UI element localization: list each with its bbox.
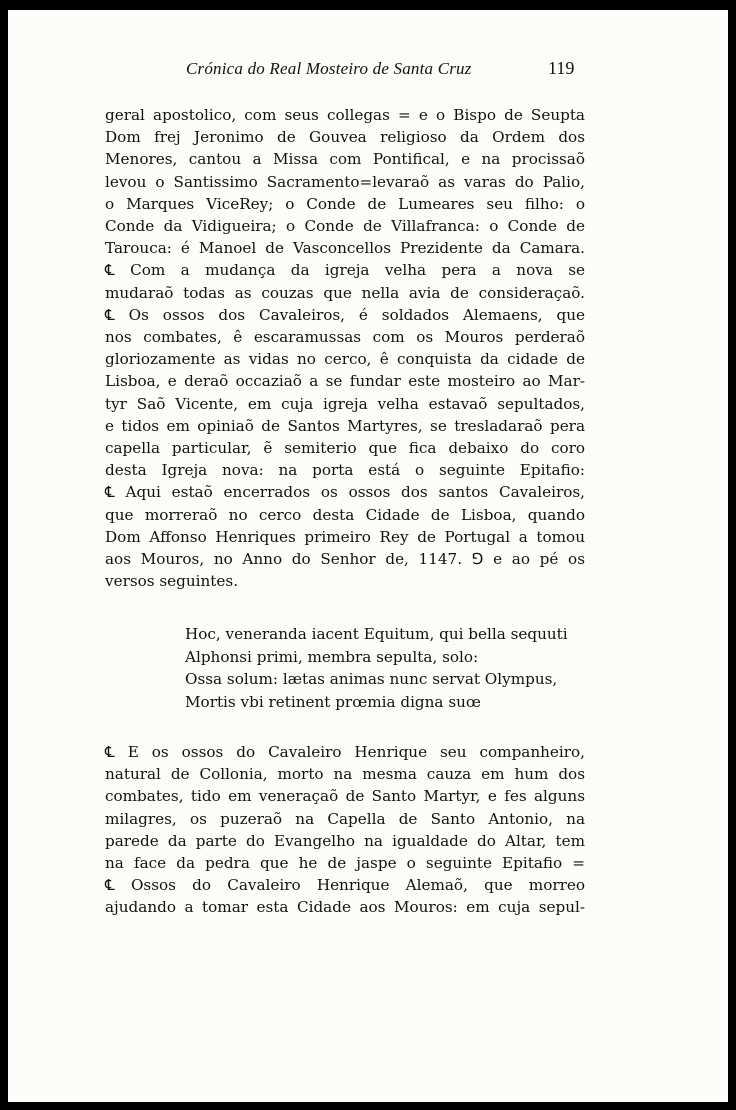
text-line: combates, tido em veneraçaõ de Santo Martyr, e fes alguns: [105, 787, 585, 806]
text-line: o Marques ViceRey; o Conde de Lumeares seu filho: o: [105, 194, 585, 213]
paragraph-start-line: ℄ Aqui estaõ encerrados os ossos dos santos Cavaleiros,: [105, 483, 585, 502]
text-line: Lisboa, e deraõ occaziaõ a se fundar este mosteiro ao Mar-: [105, 372, 585, 391]
text-line: versos seguintes.: [105, 572, 239, 591]
text-line: tyr Saõ Vicente, em cuja igreja velha estavaõ sepultados,: [105, 394, 585, 413]
text-line: natural de Collonia, morto na mesma cauza em hum dos: [105, 765, 585, 784]
text-line: Conde da Vidigueira; o Conde de Villafranca: o Conde de: [105, 217, 585, 236]
latin-epitaph-verse: [185, 623, 605, 713]
text-line: desta Igreja nova: na porta está o seguinte Epitafio:: [105, 461, 585, 480]
body-text-block-1: [105, 104, 585, 592]
text-line: mudaraõ todas as couzas que nella avia de consideraçaõ.: [105, 283, 585, 302]
text-line: e tidos em opiniaõ de Santos Martyres, se tresladaraõ pera: [105, 416, 585, 435]
text-line: Tarouca: é Manoel de Vasconcellos Prezidente da Camara.: [105, 239, 585, 258]
text-line: ajudando a tomar esta Cidade aos Mouros: em cuja sepul-: [105, 898, 585, 917]
text-line: capella particular, ẽ semiterio que fica debaixo do coro: [105, 439, 585, 458]
text-line: que morreraõ no cerco desta Cidade de Lisboa, quando: [105, 505, 585, 524]
text-line: levou o Santissimo Sacramento=levaraõ as varas do Palio,: [105, 172, 585, 191]
text-line: nos combates, ê escaramussas com os Mouros perderaõ: [105, 328, 585, 347]
text-line: gloriozamente as vidas no cerco, ê conquista da cidade de: [105, 350, 585, 369]
book-page: [8, 10, 728, 1102]
text-line: aos Mouros, no Anno do Senhor de, 1147. ⅁ e ao pé os: [105, 550, 585, 569]
page-number: 119: [548, 58, 575, 78]
paragraph-start-line: ℄ Os ossos dos Cavaleiros, é soldados Alemaens, que: [105, 305, 585, 324]
body-text-block-2: [105, 741, 585, 919]
verse-line: Ossa solum: lætas animas nunc servat Olympus,: [185, 670, 558, 688]
text-line: Menores, cantou a Missa com Pontifical, e na procissaõ: [105, 150, 585, 169]
verse-line: Hoc, veneranda iacent Equitum, qui bella sequuti: [185, 625, 568, 643]
paragraph-start-line: ℄ Com a mudança da igreja velha pera a nova se: [105, 261, 585, 280]
text-line: na face da pedra que he de jaspe o seguinte Epitafio =: [105, 854, 585, 873]
text-line: Dom frej Jeronimo de Gouvea religioso da Ordem dos: [105, 128, 585, 147]
text-line: parede da parte do Evangelho na igualdade do Altar, tem: [105, 831, 585, 850]
running-header-title: Crónica do Real Mosteiro de Santa Cruz: [186, 59, 472, 78]
text-line: geral apostolico, com seus collegas = e o Bispo de Seupta: [105, 106, 585, 124]
verse-line: Mortis vbi retinent prœmia digna suœ: [185, 692, 481, 711]
text-line: Dom Affonso Henriques primeiro Rey de Portugal a tomou: [105, 527, 585, 546]
text-line: milagres, os puzeraõ na Capella de Santo Antonio, na: [105, 809, 585, 828]
verse-line: Alphonsi primi, membra sepulta, solo:: [185, 647, 479, 666]
paragraph-start-line: ℄ Ossos do Cavaleiro Henrique Alemaõ, que morreo: [105, 876, 585, 895]
paragraph-start-line: ℄ E os ossos do Cavaleiro Henrique seu companheiro,: [105, 743, 585, 761]
